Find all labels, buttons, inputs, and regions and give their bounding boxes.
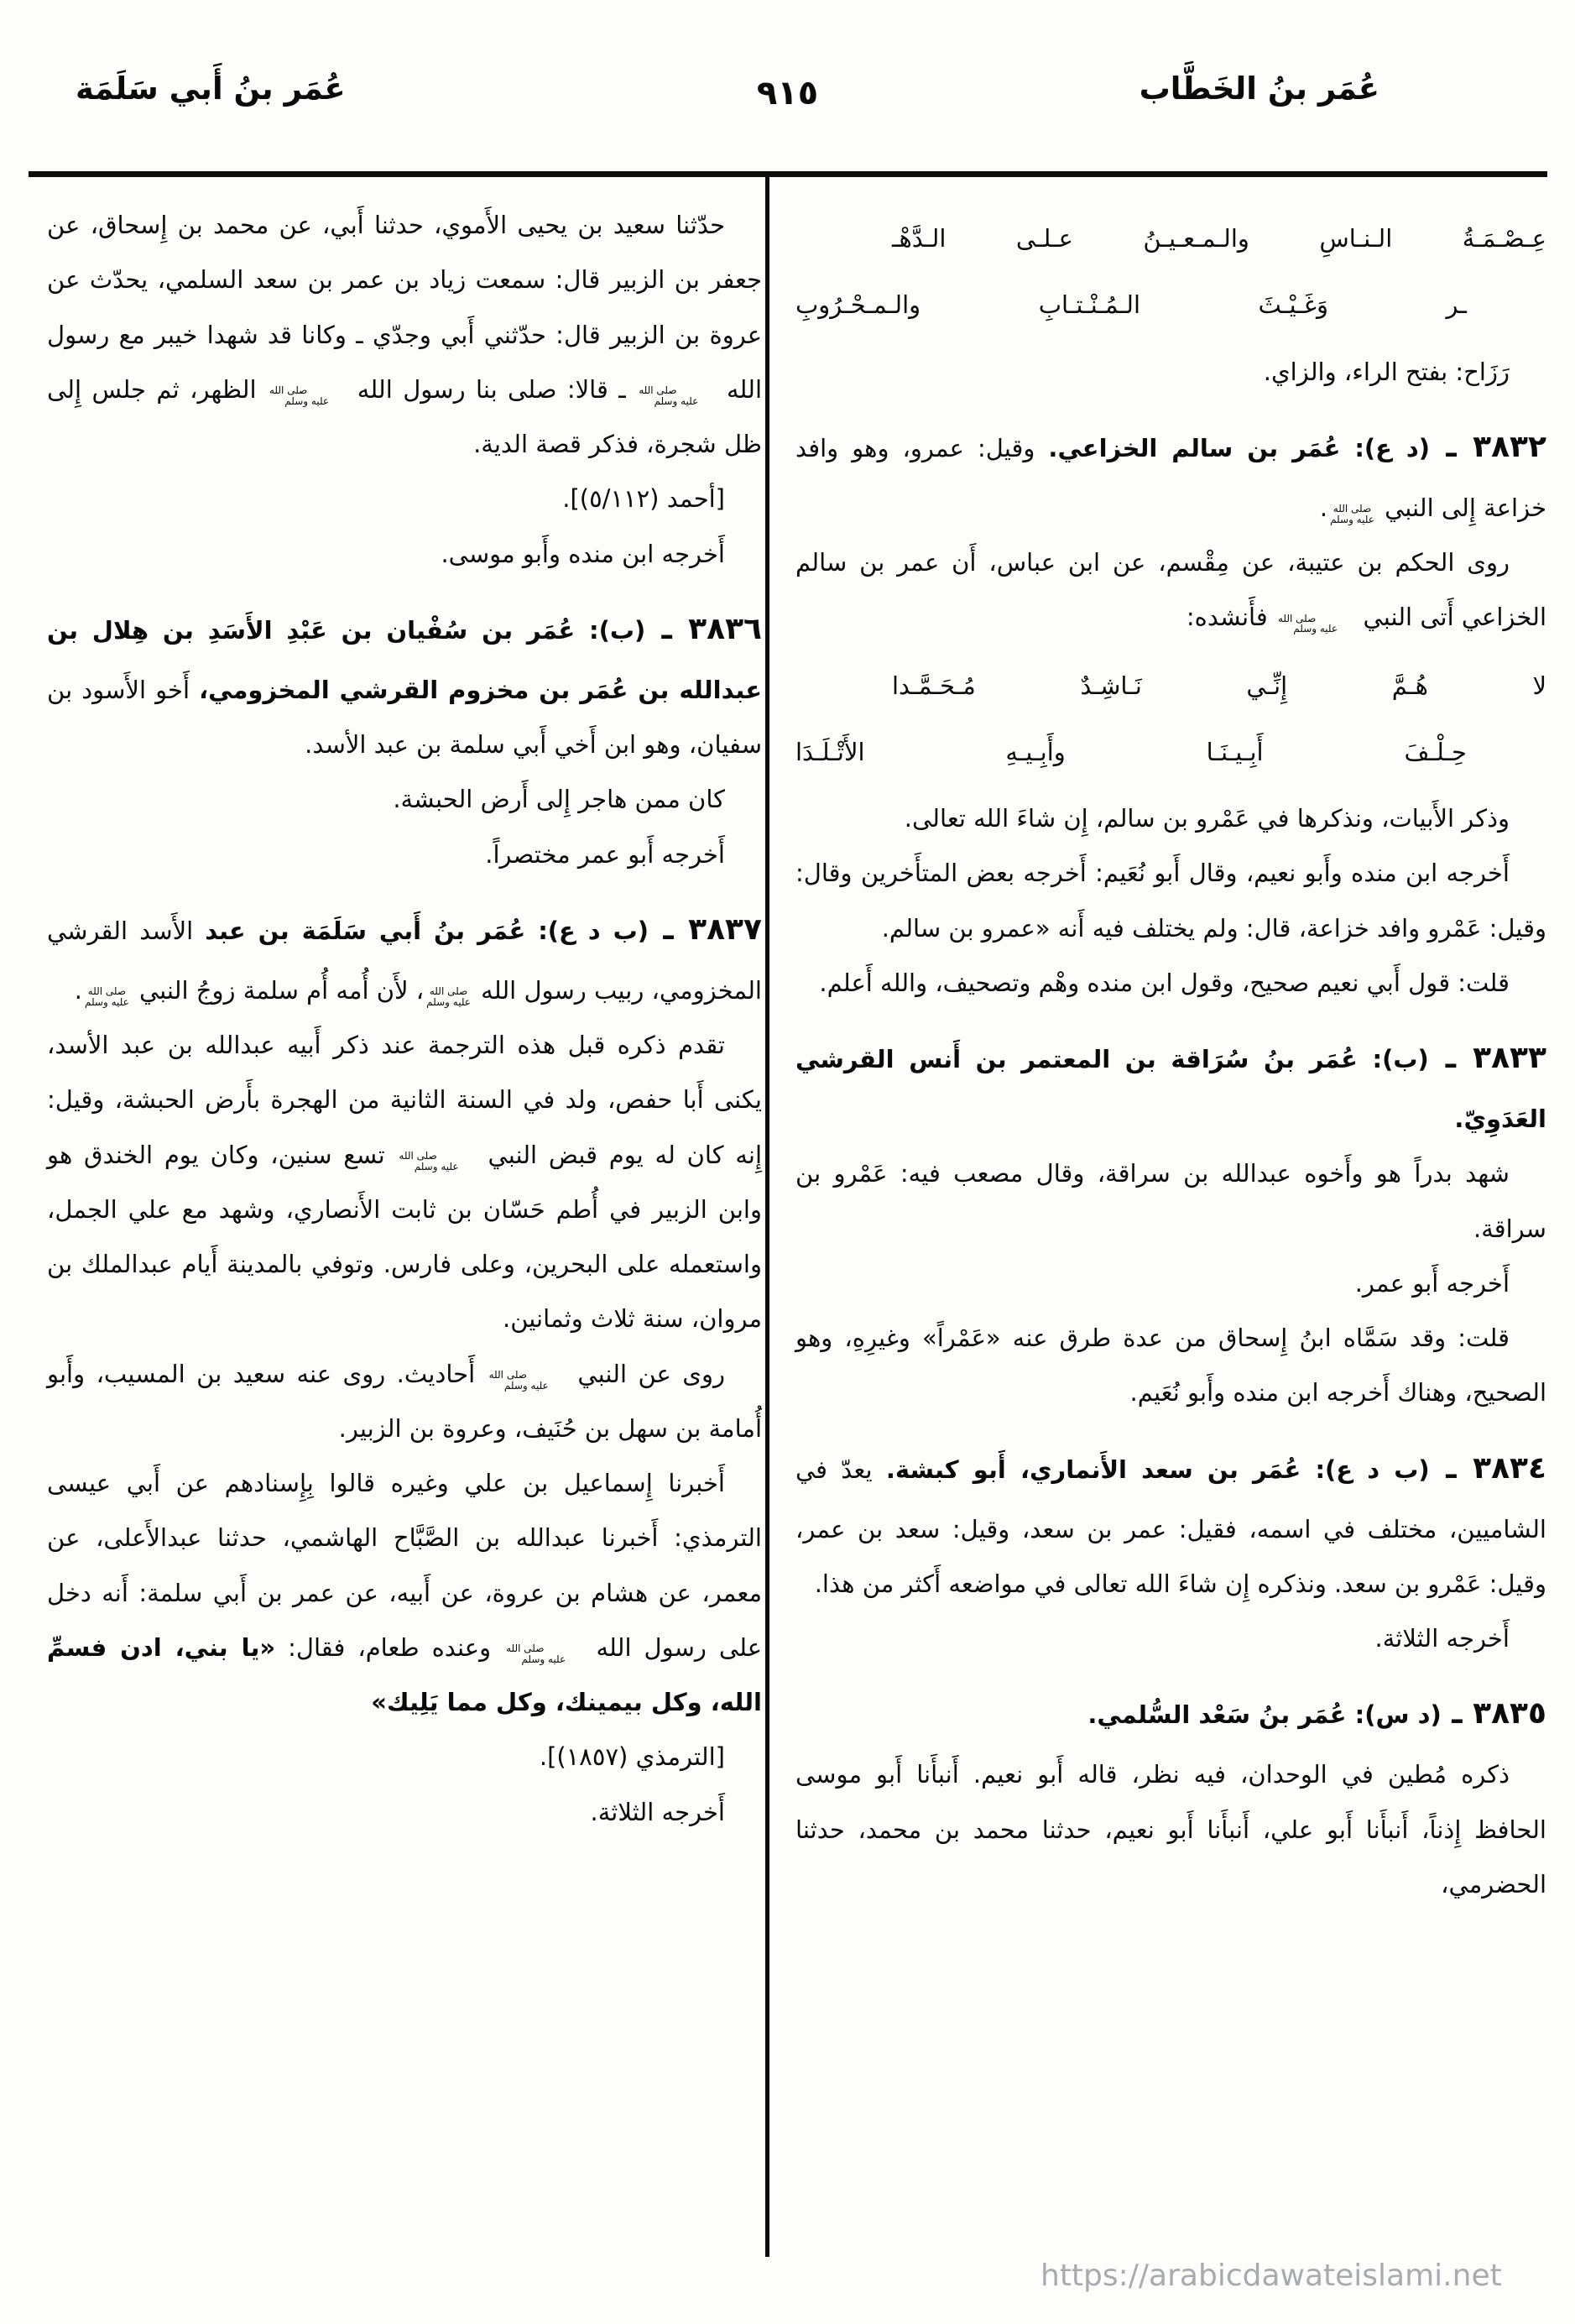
text-run: .	[74, 975, 82, 1005]
body-paragraph	[47, 1347, 762, 1457]
text-run: ـر وَغَـيْـثَ الـمُـنْـتـابِ والـمـحْـرُوبِ	[795, 290, 1467, 320]
text-run: حدّثنا سعيد بن يحيى الأَموي، حدثنا أَبي، عن محمد بن إِسحاق، عن جعفر بن الزبير قال: سمعت زياد بن عمر بن سعد السلمي، يحدّث عن عروة بن الزبير قال: حدّثني أَبي وجدّي ـ وكانا قد شهدا خيبر مع رسول الله	[47, 211, 763, 404]
text-run: حِـلْـفَ أَبِـيـنَـا وأَبِـيـهِ الأَتْـلَـدَا	[795, 737, 1467, 766]
body-paragraph	[47, 772, 762, 827]
body-paragraph	[795, 1256, 1546, 1311]
text-run: تسع سنين، وكان يوم الخندق هو وابن الزبير في أُطم حَسّان بن ثابت الأَنصاري، وشهد مع علي الجمل، واستعمله على البحرين، وعلى فارس. وتوفي بالمدينة أَيام عبدالملك بن مروان، سنة ثلاث وثمانين.	[47, 1140, 762, 1334]
bold-text-run: (ب د ع): عُمَر بن سعد الأَنماري، أَبو كبشة.	[885, 1454, 1430, 1484]
sallallahu-alayhi-wasallam-mark: صلى الله عليه وسلم	[1330, 503, 1374, 525]
poetry-couplet	[795, 659, 1546, 781]
sallallahu-alayhi-wasallam-mark: صلى الله عليه وسلم	[426, 985, 471, 1008]
text-run: قلت: قول أَبي نعيم صحيح، وقول ابن منده وهْم وتصحيف، والله أَعلم.	[819, 968, 1510, 997]
entry-heading-paragraph	[795, 1024, 1546, 1146]
bold-text-run: (د س): عُمَر بنُ سَعْد السُّلمي.	[1087, 1700, 1442, 1730]
text-run: تقدم ذكره قبل هذه الترجمة عند ذكر أَبيه عبدالله بن عبد الأسد، يكنى أَبا حفص، ولد في السنة الثانية من الهجرة بأَرض الحبشة، وقيل: إِنه كان له يوم قبض النبي	[47, 1031, 763, 1169]
text-run: روى الحكم بن عتيبة، عن مِقْسم، عن ابن عباس، أَن عمر بن سالم الخزاعي أَتى النبي	[795, 548, 1546, 632]
body-paragraph	[795, 1311, 1546, 1421]
sallallahu-alayhi-wasallam-mark: صلى الله عليه وسلم	[488, 1368, 549, 1392]
text-run: أَحاديث. روى عنه سعيد بن المسيب، وأَبو أُمامة بن سهل بن حُنَيف، وعروة بن الزبير.	[47, 1359, 762, 1443]
text-run: الأَسد القرشي المخزومي، ربيب رسول الله	[47, 916, 762, 1005]
text-run: قلت: وقد سَمَّاه ابنُ إِسحاق من عدة طرق عنه «عَمْراً» وغيرِهِ، وهو الصحيح، وهناك أَخرجه ابن منده وأَبو نُعَيم.	[795, 1324, 1546, 1407]
entry-number: ٣٨٣٣ ـ	[1428, 1041, 1546, 1075]
body-paragraph	[47, 828, 762, 882]
header-running-title-left: عُمَر بنُ أَبي سَلَمَة	[76, 71, 346, 107]
text-run: وعنده طعام، فقال:	[275, 1632, 504, 1662]
body-paragraph	[47, 1018, 762, 1347]
body-paragraph	[47, 1785, 762, 1840]
entry-heading-paragraph	[795, 1434, 1546, 1612]
text-run: أَخرجه الثلاثة.	[1374, 1624, 1510, 1653]
entry-heading-paragraph	[795, 1679, 1546, 1747]
sallallahu-alayhi-wasallam-mark: صلى الله عليه وسلم	[506, 1642, 566, 1665]
body-paragraph	[795, 535, 1546, 645]
sallallahu-alayhi-wasallam-mark: صلى الله عليه وسلم	[269, 384, 330, 407]
column-right	[795, 198, 1546, 1912]
citation-line	[47, 472, 762, 526]
page-number: ٩١٥	[756, 74, 819, 112]
body-paragraph	[795, 846, 1546, 956]
verse-line	[795, 725, 1546, 780]
text-run: أَخرجه أَبو عمر مختصراً.	[485, 839, 725, 869]
entry-number: ٣٨٣٤ ـ	[1429, 1450, 1546, 1486]
body-paragraph	[47, 1456, 762, 1730]
bold-text-run: (د ع): عُمَر بن سالم الخزاعي.	[1048, 433, 1431, 462]
sallallahu-alayhi-wasallam-mark: صلى الله عليه وسلم	[639, 384, 699, 407]
text-run: ـ قالا: صلى بنا رسول الله	[347, 374, 637, 404]
text-run: أَخرجه ابن منده وأَبو موسى.	[441, 539, 725, 568]
verse-line	[795, 659, 1546, 713]
body-paragraph	[795, 791, 1546, 846]
text-run: أَخرجه ابن منده وأَبو نعيم، وقال أَبو نُعَيم: أَخرجه بعض المتأَخرين وقال: وقيل: عَمْرو وافد خزاعة، قال: ولم يختلف فيه أَنه «عمرو بن سالم.	[795, 859, 1546, 943]
text-run: يعدّ في الشاميين، مختلف في اسمه، فقيل: عمر بن سعد، وقيل: سعد بن عمر، وقيل: عَمْرو بن سعد. ونذكره إِن شاءَ الله تعالى في مواضعه أَكثر من هذا.	[795, 1454, 1546, 1598]
text-run: شهد بدراً هو وأَخوه عبدالله بن سراقة، وقال مصعب فيه: عَمْرو بن سراقة.	[795, 1159, 1546, 1243]
bold-text-run: (ب): عُمَر بنُ سُرَاقة بن المعتمر بن أَنس القرشي العَدَوِيّ.	[795, 1045, 1546, 1133]
poetry-couplet	[795, 212, 1546, 333]
body-paragraph	[795, 345, 1546, 400]
text-run: ذكره مُطين في الوحدان، فيه نظر، قاله أَبو نعيم. أَنبأَنا أَبو موسى الحافظ إِذناً، أَنبأَنا أَبو علي، أَنبأَنا أَبو نعيم، حدثنا محمد بن محمد، حدثنا الحضرمي،	[795, 1760, 1546, 1898]
text-run: أَخو الأَسود بن سفيان، وهو ابن أَخي أَبي سلمة بن عبد الأسد.	[47, 675, 762, 759]
entry-number: ٣٨٣٢ ـ	[1430, 429, 1546, 464]
bold-text-run: (ب): عُمَر بن سُفْيان بن عَبْدِ الأَسَدِ بن هِلال بن عبدالله بن عُمَر بن مخزوم القرشي المخزومي،	[47, 615, 763, 704]
text-run: ، لأَن أُمه أُم سلمة زوجُ النبي	[131, 975, 425, 1005]
header-rule	[29, 171, 1547, 177]
entry-heading-paragraph	[47, 896, 762, 1018]
citation-line	[47, 1730, 762, 1784]
body-paragraph	[795, 956, 1546, 1011]
text-run: كان ممن هاجر إِلى أَرض الحبشة.	[393, 785, 725, 814]
text-run: [الترمذي (١٨٥٧)].	[539, 1742, 725, 1772]
watermark-url: https://arabicdawateislami.net	[1040, 2259, 1502, 2293]
bold-text-run: (ب د ع): عُمَر بنُ أَبي سَلَمَة بن عبد	[205, 916, 649, 945]
sallallahu-alayhi-wasallam-mark: صلى الله عليه وسلم	[84, 985, 129, 1008]
body-paragraph	[795, 1146, 1546, 1256]
text-run: وقيل: عمرو، وهو وافد خزاعة إِلى النبي	[795, 433, 1546, 522]
text-run: .	[1319, 493, 1328, 522]
sallallahu-alayhi-wasallam-mark: صلى الله عليه وسلم	[1277, 612, 1338, 635]
text-run: فأَنشده:	[1186, 603, 1275, 632]
text-run: أَخبرنا إِسماعيل بن علي وغيره قالوا بِإِسنادهم عن أَبي عيسى الترمذي: أَخبرنا عبدالله بن الصَّبَّاح الهاشمي، حدثنا عبدالأَعلى، عن معمر، عن هشام بن عروة، عن أَبيه، عن عمر بن أَبي سلمة: أَنه دخل على رسول الله	[47, 1469, 762, 1662]
text-run: أَخرجه أَبو عمر.	[1354, 1268, 1510, 1298]
entry-number: ٣٨٣٥ ـ	[1441, 1696, 1546, 1731]
header-running-title-right: عُمَر بنُ الخَطَّاب	[1139, 71, 1379, 107]
entry-heading-paragraph	[795, 413, 1546, 535]
bold-text-run: «يا بني، ادن فسمِّ الله، وكل بيمينك، وكل مما يَلِيك»	[47, 1632, 762, 1716]
body-paragraph	[795, 1747, 1546, 1912]
text-run: أَخرجه الثلاثة.	[590, 1797, 725, 1826]
text-run: روى عن النبي	[566, 1359, 725, 1388]
column-left	[47, 198, 762, 1840]
text-run: [أحمد (٥/١١٢)].	[562, 484, 725, 514]
body-paragraph	[47, 527, 762, 582]
text-run: وذكر الأَبيات، ونذكرها في عَمْرو بن سالم، إِن شاءَ الله تعالى.	[904, 804, 1510, 833]
text-run: رَزَاح: بفتح الراء، والزاي.	[1263, 357, 1510, 386]
sallallahu-alayhi-wasallam-mark: صلى الله عليه وسلم	[399, 1149, 459, 1172]
body-paragraph	[795, 1611, 1546, 1666]
text-run: الظهر، ثم جلس إِلى ظل شجرة، فذكر قصة الدية.	[47, 374, 762, 458]
verse-line	[795, 278, 1546, 332]
text-run: لا هُـمَّ إِنِّـي نَـاشِـدٌ مُـحَـمَّـدا	[892, 671, 1546, 700]
entry-number: ٣٨٣٧ ـ	[649, 911, 762, 947]
body-paragraph	[47, 198, 762, 472]
entry-heading-paragraph	[47, 595, 762, 773]
verse-line	[795, 212, 1546, 266]
column-divider	[765, 177, 769, 2257]
text-run: عِـصْـمَـةُ الـنـاسِ والـمـعـيـنُ عـلـى الـدَّهْـ	[892, 224, 1546, 253]
entry-number: ٣٨٣٦ ـ	[645, 611, 763, 646]
